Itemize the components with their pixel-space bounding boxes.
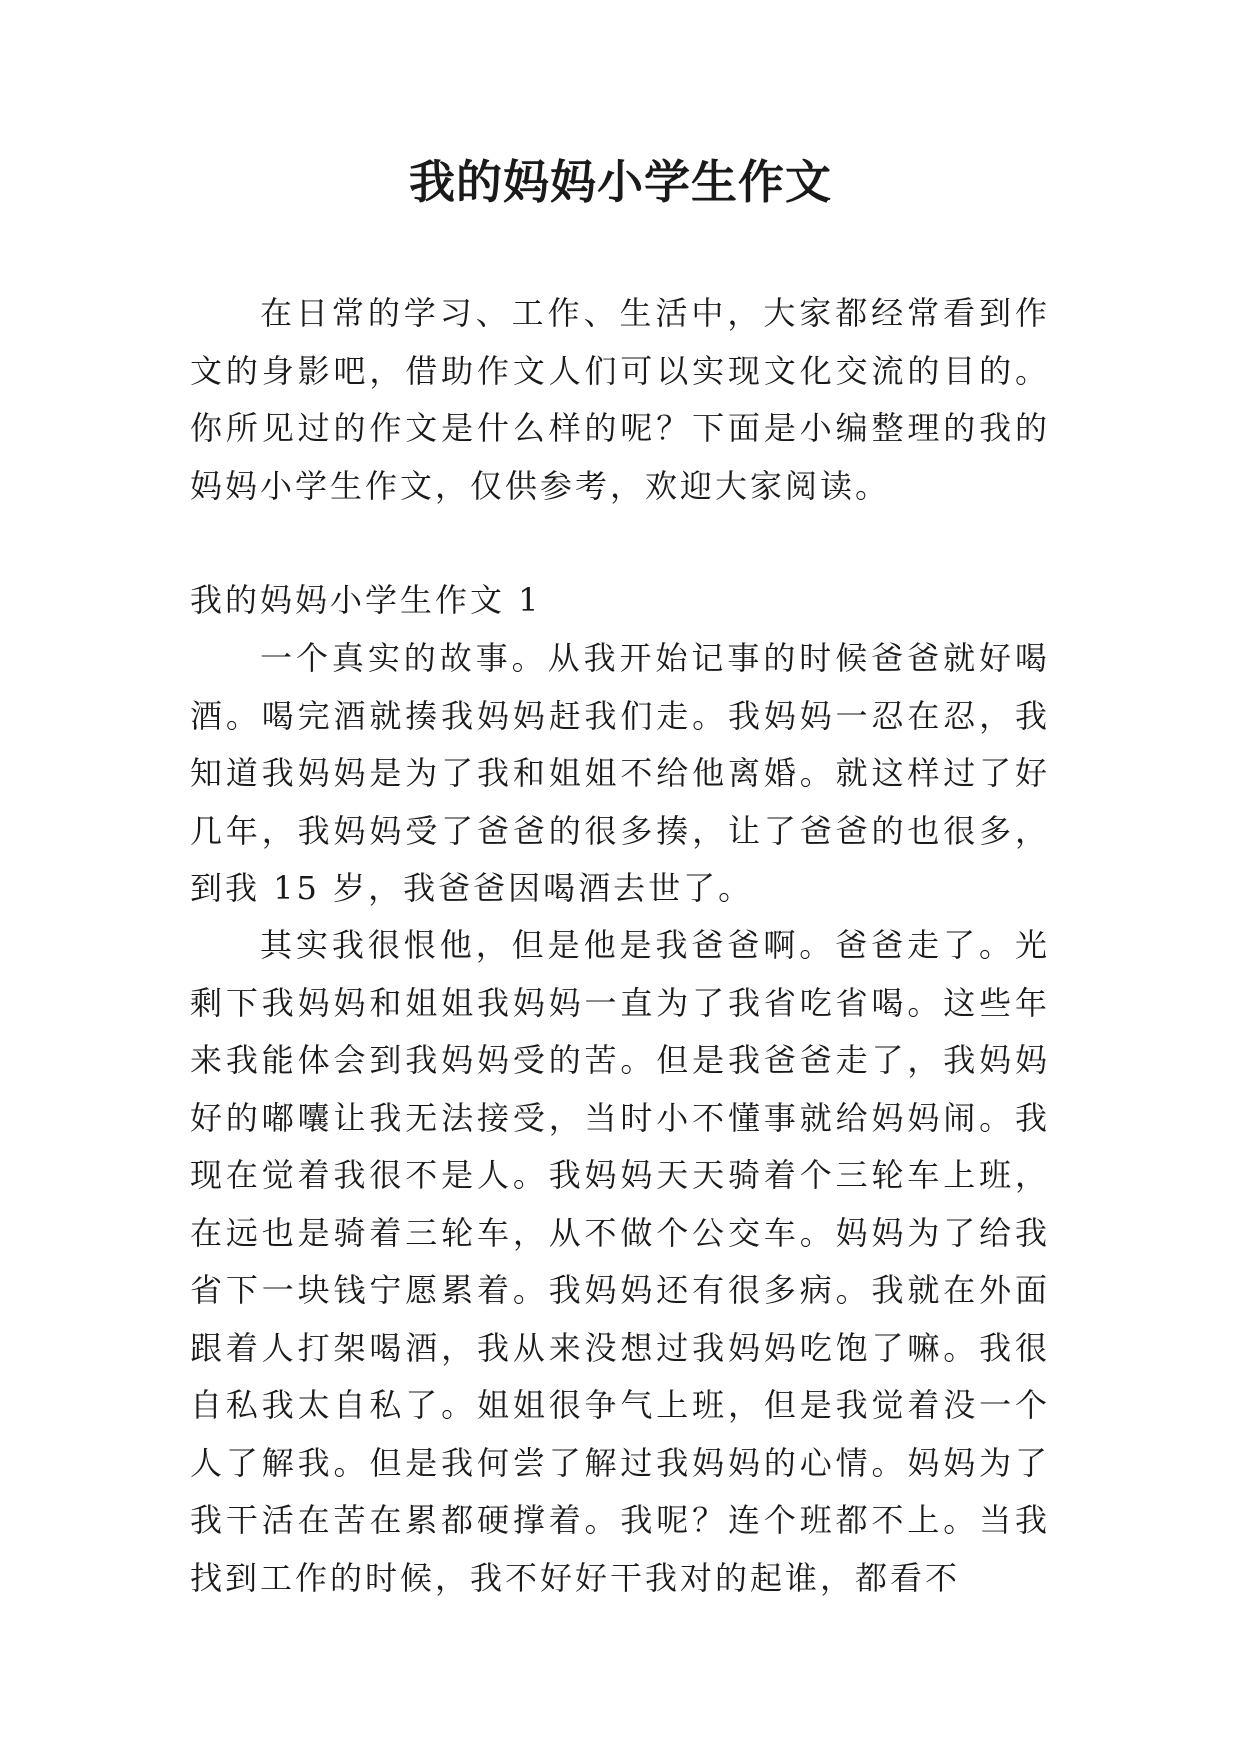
section-heading: 我的妈妈小学生作文 1 (190, 581, 542, 619)
document-title: 我的妈妈小学生作文 (409, 155, 832, 209)
essay-paragraph: 其实我很恨他，但是他是我爸爸啊。爸爸走了。光剩下我妈妈和姐姐我妈妈一直为了我省吃省喝。这些年来我能体会到我妈妈受的苦。但是我爸爸走了，我妈妈好的嘟囔让我无法接受，当时小不懂事就给妈妈闹。我现在觉着我很不是人。我妈妈天天骑着个三轮车上班，在远也是骑着三轮车，从不做个公交车。妈妈为了给我省下一块钱宁愿累着。我妈妈还有很多病。我就在外面跟着人打架喝酒，我从来没想过我妈妈吃饱了嘛。我很自私我太自私了。姐姐很争气上班，但是我觉着没一个人了解我。但是我何尝了解过我妈妈的心情。妈妈为了我干活在苦在累都硬撑着。我呢？连个班都不上。当我找到工作的时候，我不好好干我对的起谁，都看不 (190, 926, 1050, 1597)
essay-paragraph: 一个真实的故事。从我开始记事的时候爸爸就好喝酒。喝完酒就揍我妈妈赶我们走。我妈妈一忍在忍，我知道我妈妈是为了我和姐姐不给他离婚。就这样过了好几年，我妈妈受了爸爸的很多揍，让了爸爸的也很多，到我 15 岁，我爸爸因喝酒去世了。 (190, 639, 1050, 907)
intro-paragraph: 在日常的学习、工作、生活中，大家都经常看到作文的身影吧，借助作文人们可以实现文化交流的目的。你所见过的作文是什么样的呢？下面是小编整理的我的妈妈小学生作文，仅供参考，欢迎大家阅读。 (190, 294, 1050, 505)
